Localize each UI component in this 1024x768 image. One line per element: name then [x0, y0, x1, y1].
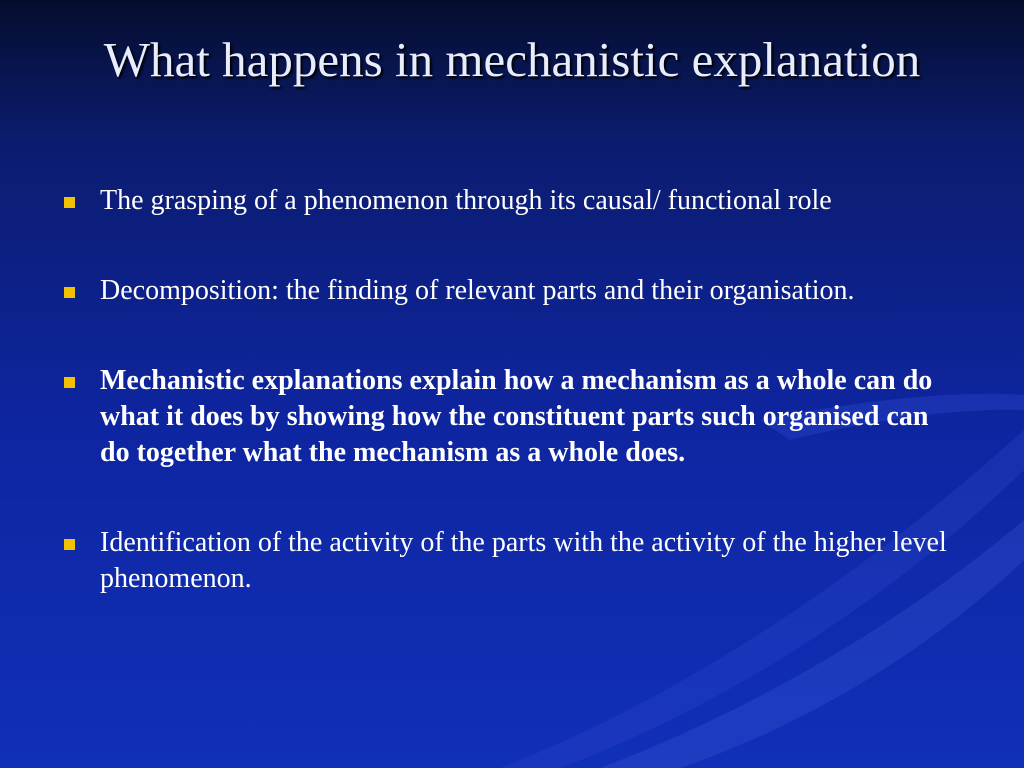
bullet-text: The grasping of a phenomenon through its causal/ functional role — [100, 185, 832, 216]
bullet-item — [62, 363, 962, 471]
slide-title: What happens in mechanistic explanation — [103, 32, 921, 87]
square-bullet-icon — [64, 287, 75, 298]
bullet-text: Identification of the activity of the parts with the activity of the higher level phenomenon. — [100, 527, 947, 594]
bullet-item — [62, 183, 962, 219]
square-bullet-icon — [64, 197, 75, 208]
square-bullet-icon — [64, 539, 75, 550]
square-bullet-icon — [64, 377, 75, 388]
bullet-list — [62, 183, 962, 597]
bullet-text: Mechanistic explanations explain how a mechanism as a whole can do what it does by showing how the constituent parts such organised can do together what the mechanism as a whole does. — [100, 365, 933, 468]
bullet-item — [62, 525, 962, 597]
bullet-item — [62, 273, 962, 309]
bullet-text: Decomposition: the finding of relevant parts and their organisation. — [100, 275, 855, 306]
